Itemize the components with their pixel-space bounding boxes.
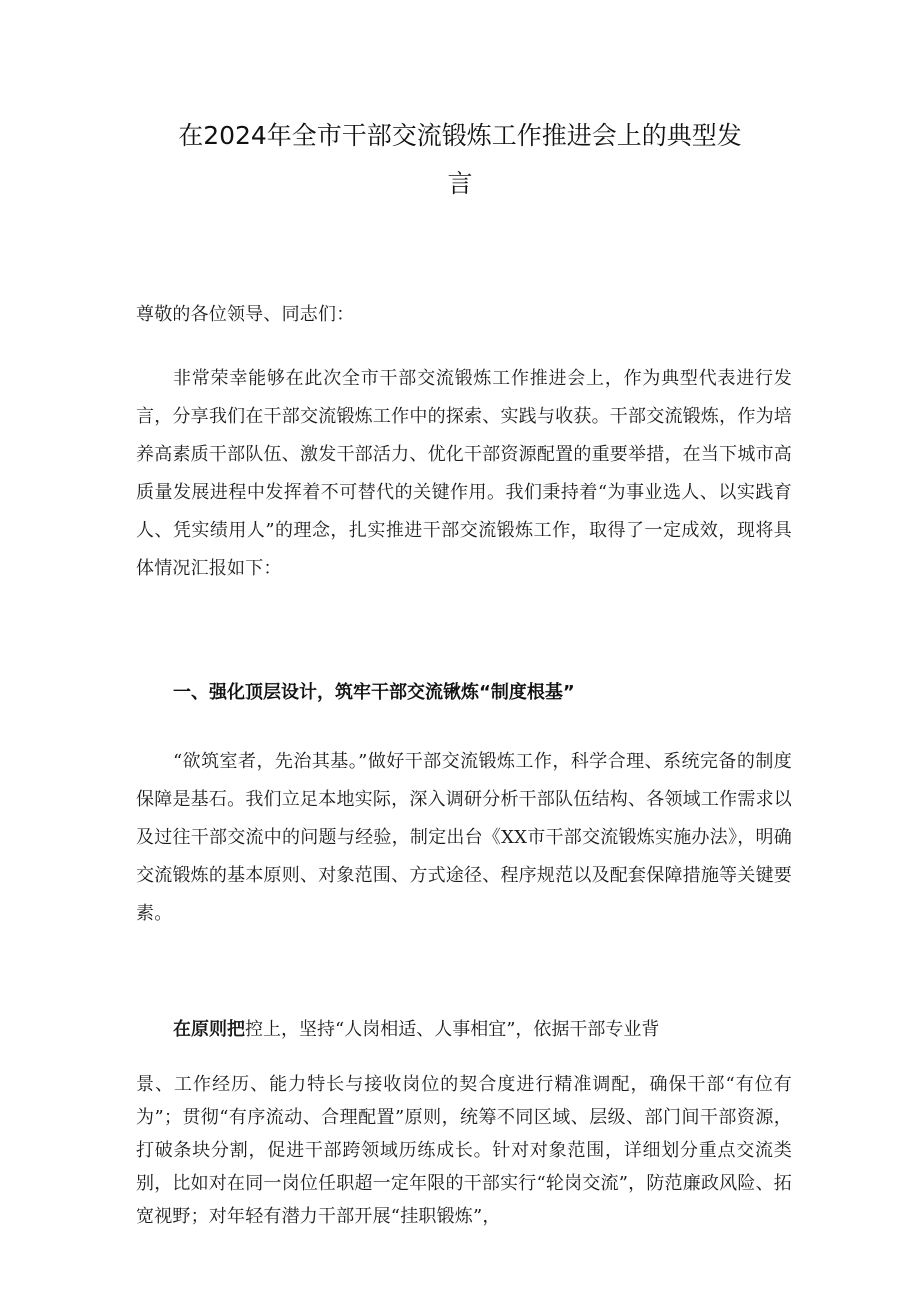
paragraph-principles-lead: 在原则把 bbox=[173, 1019, 245, 1040]
paragraph-principles-first-line-text: 控上，坚持“人岗相适、人事相宜”，依据干部专业背 bbox=[245, 1019, 660, 1040]
paragraph-intro: 非常荣幸能够在此次全市干部交流锻炼工作推进会上，作为典型代表进行发言，分享我们在干部交流锻炼工作中的探索、实践与收获。干部交流锻炼，作为培养高素质干部队伍、激发干部活力、优化干部资源配置的重要举措，在当下城市高质量发展进程中发挥着不可替代的关键作用。我们秉持着“为事业选人、以实践育人、凭实绩用人”的理念，扎实推进干部交流锻炼工作，取得了一定成效，现将具体情况汇报如下： bbox=[136, 368, 792, 579]
paragraph-principles-first-line bbox=[173, 1011, 793, 1049]
salutation: 尊敬的各位领导、同志们： bbox=[136, 304, 355, 325]
section-heading-1: 一、强化顶层设计，筑牢干部交流锹炼“制度根基” bbox=[173, 682, 575, 703]
document-title-line2: 言 bbox=[447, 169, 473, 198]
document-title bbox=[150, 112, 770, 208]
document-title-line1: 在2024年全市干部交流锻炼工作推进会上的典型发 bbox=[178, 121, 742, 150]
paragraph-principles-rest: 景、工作经历、能力特长与接收岗位的契合度进行精准调配，确保干部“有位有为”；贯彻“有序流动、合理配置”原则，统筹不同区域、层级、部门间干部资源，打破条块分割，促进干部跨领域历练成长。针对对象范围，详细划分重点交流类别，比如对在同一岗位任职超一定年限的干部实行“轮岗交流”，防范廉政风险、拓宽视野；对年轻有潜力干部开展“挂职锻炼”， bbox=[136, 1074, 792, 1227]
paragraph-foundation: “欲筑室者，先治其基。”做好干部交流锻炼工作，科学合理、系统完备的制度保障是基石。我们立足本地实际，深入调研分析干部队伍结构、各领域工作需求以及过往干部交流中的问题与经验，制定出台《XX市干部交流锻炼实施办法》，明确交流锻炼的基本原则、对象范围、方式途径、程序规范以及配套保障措施等关键要素。 bbox=[136, 751, 792, 924]
